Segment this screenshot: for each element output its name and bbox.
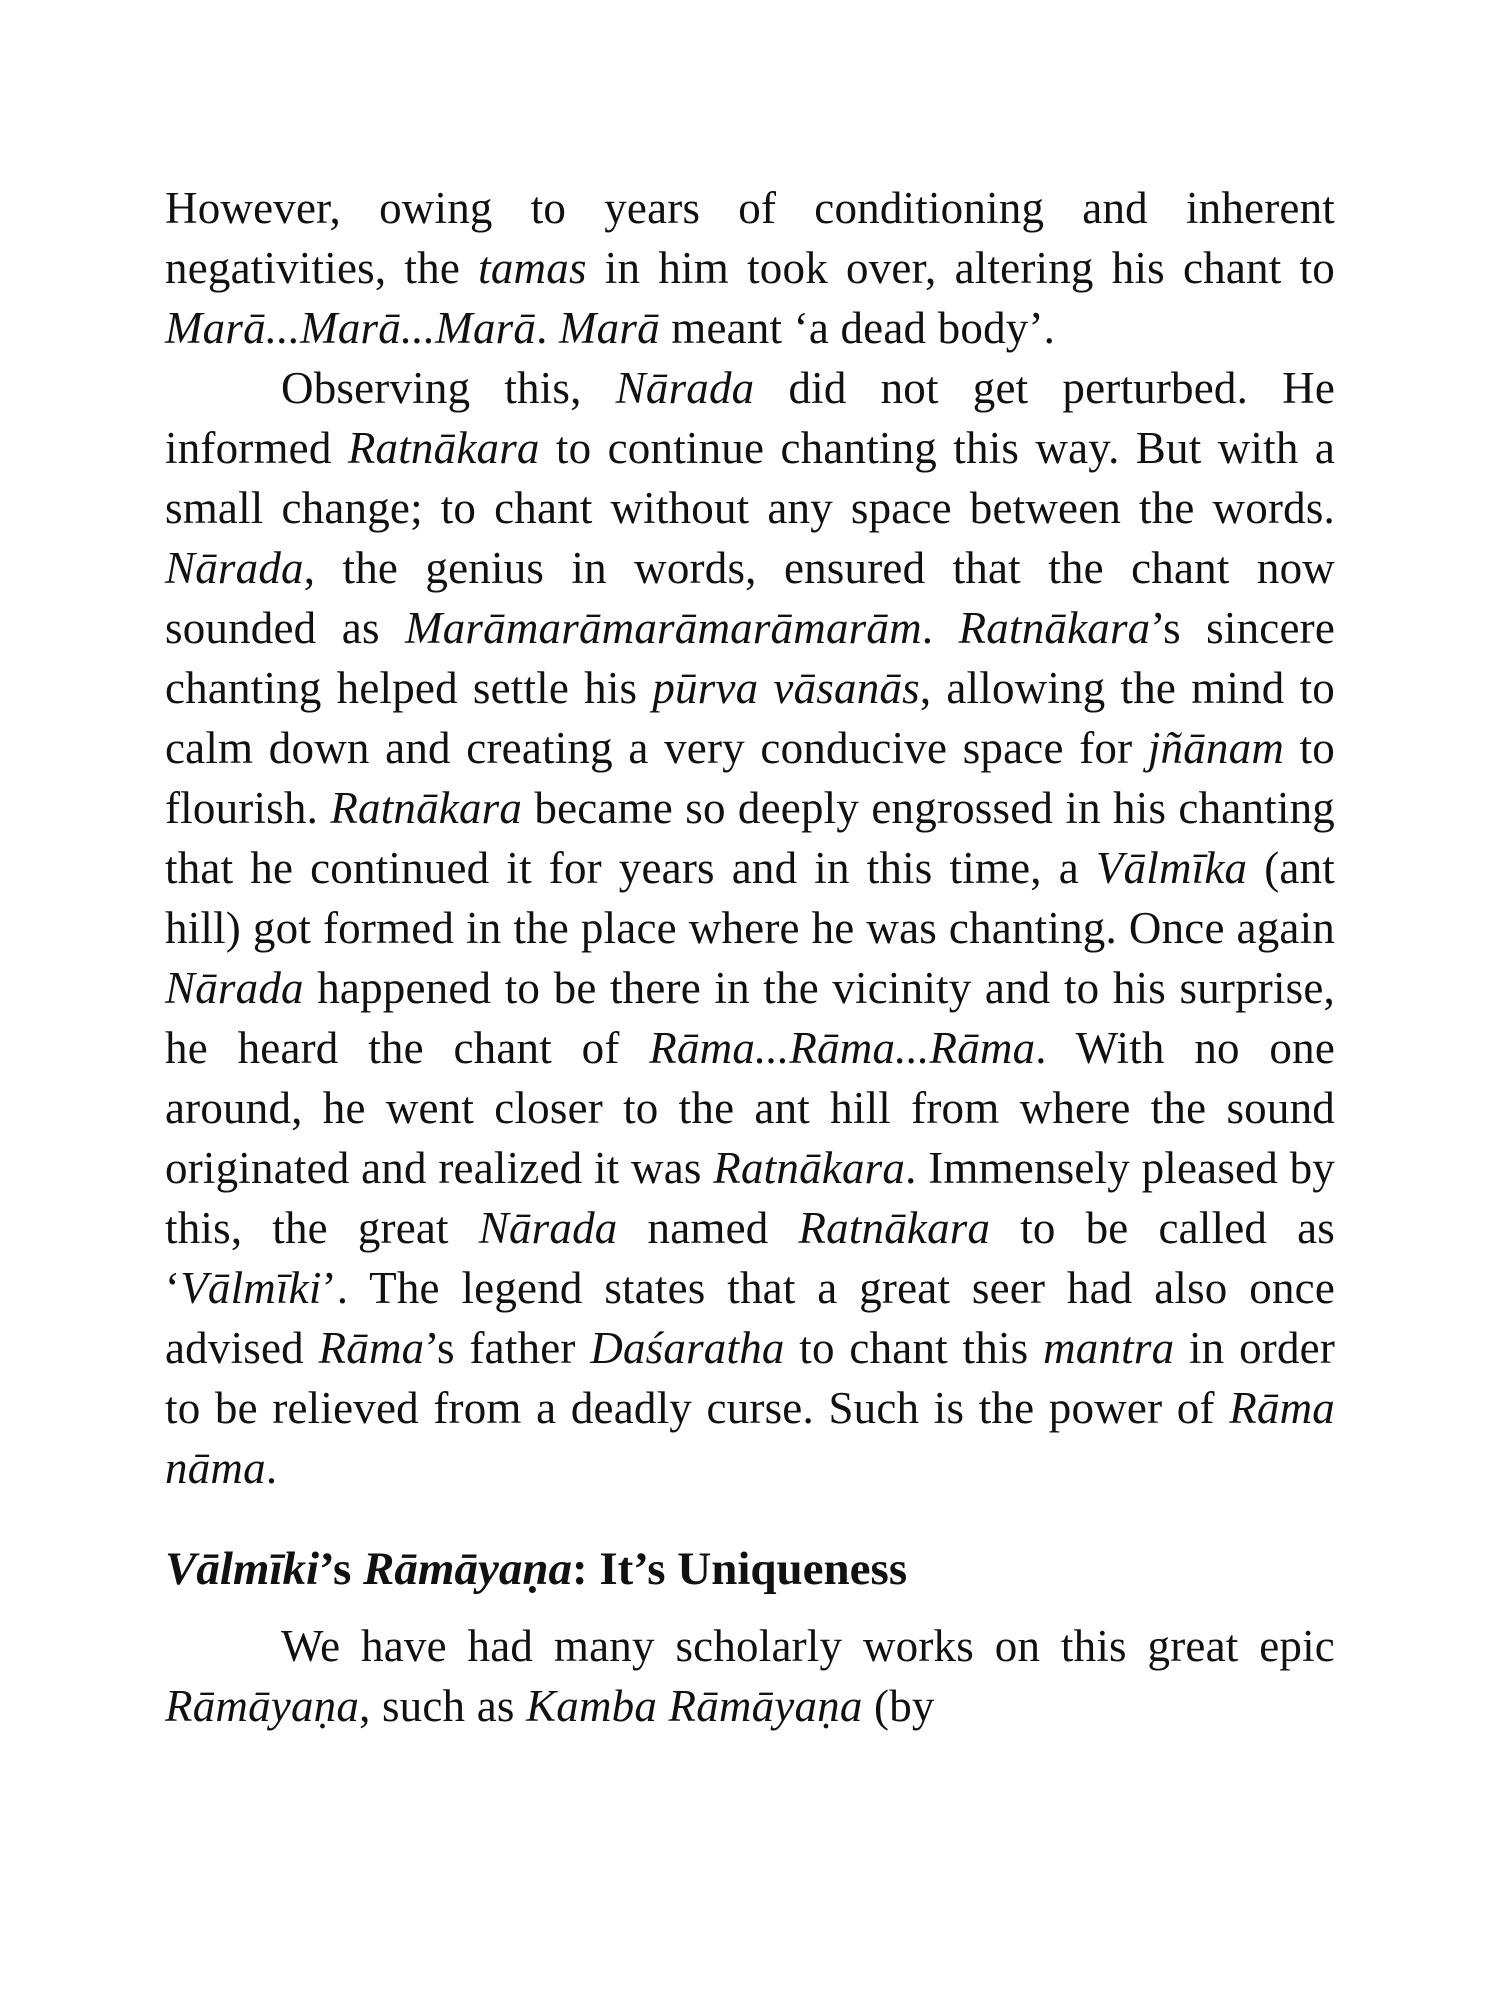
text-run: , the genius in words, ensured that the chant now sounded as [165,543,1335,653]
text-run: Observing this, [281,363,616,413]
italic-term: Vālmīka [1095,843,1248,893]
italic-term: tamas [478,243,587,293]
text-run: (ant hill) got formed in the place where he was chanting. Once again [165,843,1335,953]
page-content [165,178,1335,1736]
text-run: named [617,1203,799,1253]
text-run: became so deeply engrossed in his chanting that he continued it for years and in this time, a [165,783,1335,893]
italic-term: Marā...Marā...Marā [165,303,537,353]
italic-term: Ratnākara [347,423,540,473]
italic-term: Nārada [615,363,755,413]
italic-term: Vālmīki [165,1543,320,1595]
text-run: to be called as ‘ [165,1203,1335,1313]
italic-term: Rāma...Rāma...Rāma [649,1023,1036,1073]
italic-term: Nārada [165,963,304,1013]
text-run: , such as [359,1681,527,1731]
text-run: (by [862,1681,935,1731]
italic-term: Rāmāyaṇa [363,1543,572,1595]
italic-term: jñānam [1147,723,1285,773]
text-run: to flourish. [165,723,1335,833]
text-run: ’s father [424,1323,591,1373]
text-run: : It’s Uniqueness [571,1543,908,1595]
italic-term: mantra [1043,1323,1175,1373]
italic-term: Vālmīki [180,1263,322,1313]
text-run: ’s [319,1543,364,1595]
text-run: However, owing to years of conditioning and inherent negativities, the [165,183,1335,293]
text-run: happened to be there in the vicinity and to his surprise, he heard the chant of [165,963,1335,1073]
paragraph-1 [165,178,1335,358]
italic-term: Kamba Rāmāyaṇa [526,1681,863,1731]
section-heading [165,1536,1335,1602]
italic-term: Ratnākara [713,1143,906,1193]
text-run: . [265,1443,278,1493]
italic-term: Nārada [165,543,304,593]
text-run: . With no one around, he went closer to the ant hill from where the sound originated and realized it was [165,1023,1335,1193]
italic-term: Rāma nāma [165,1383,1335,1493]
text-run: in him took over, altering his chant to [586,243,1335,293]
text-run: . [921,603,959,653]
text-run: did not get perturbed. He informed [165,363,1335,473]
italic-term: Ratnākara [958,603,1151,653]
text-run: to chant this [784,1323,1044,1373]
italic-term: Rāmāyaṇa [165,1681,360,1731]
text-run: , allowing the mind to calm down and creating a very conducive space for [165,663,1335,773]
italic-term: Daśaratha [590,1323,785,1373]
text-run: We have had many scholarly works on this great epic [281,1621,1335,1671]
italic-term: pūrva vāsanās [652,663,920,713]
text-run: to continue chanting this way. But with a small change; to chant without any space between the words. [165,423,1335,533]
italic-term: Nārada [478,1203,618,1253]
italic-term: Marā [559,303,660,353]
text-run: in order to be relieved from a deadly curse. Such is the power of [165,1323,1336,1433]
text-run: . Immensely pleased by this, the great [165,1143,1335,1253]
paragraph-3 [165,1616,1335,1736]
text-run: . [536,303,559,353]
text-run: meant ‘a dead body’. [659,303,1056,353]
text-run: ’. The legend states that a great seer had also once advised [165,1263,1335,1373]
paragraph-2 [165,358,1335,1498]
italic-term: Ratnākara [798,1203,991,1253]
italic-term: Rāma [318,1323,425,1373]
text-run: ’s sincere chanting helped settle his [165,603,1336,713]
italic-term: Ratnākara [330,783,523,833]
italic-term: Marāmarāmarāmarāmarām [405,603,922,653]
